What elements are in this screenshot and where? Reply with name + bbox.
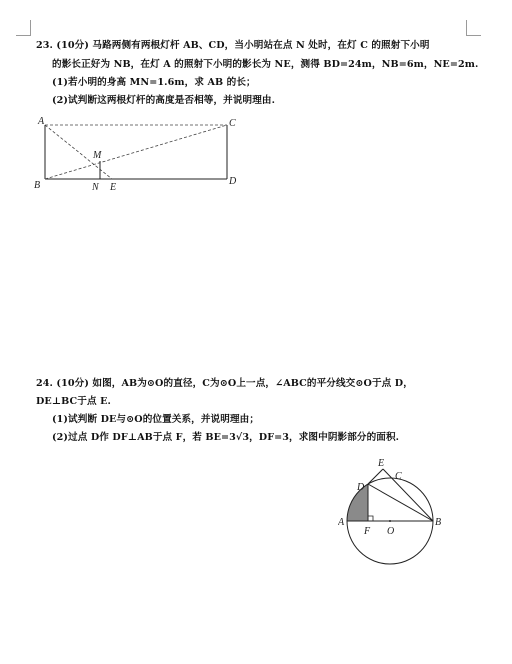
right-angle-f bbox=[368, 516, 373, 521]
label-c: C bbox=[229, 118, 236, 129]
crop-mark-top-left bbox=[16, 35, 31, 36]
segment-be bbox=[383, 469, 433, 521]
q24-line-2: DE⊥BC于点 E. bbox=[36, 396, 111, 407]
crop-mark-top-right bbox=[466, 20, 467, 36]
q23-line-2: 的影长正好为 NB，在灯 A 的照射下小明的影长为 NE，测得 BD=24m，NB=6m，NE=2m. bbox=[52, 59, 479, 70]
dashed-a-to-e bbox=[45, 125, 112, 179]
center-dot-o bbox=[389, 520, 391, 522]
label-b: B bbox=[34, 180, 41, 191]
q23-part-1: (1)若小明的身高 MN=1.6m，求 AB 的长； bbox=[52, 77, 256, 88]
crop-mark-top-right bbox=[466, 35, 481, 36]
label-a: A bbox=[38, 116, 45, 127]
segment-de bbox=[368, 469, 383, 484]
q24-figure bbox=[338, 455, 450, 570]
label-f: F bbox=[364, 526, 371, 537]
q24-part-1: (1)试判断 DE与⊙O的位置关系，并说明理由； bbox=[52, 414, 260, 425]
label-e: E bbox=[110, 182, 117, 193]
dashed-b-to-c bbox=[45, 125, 227, 179]
q23-line-1: 23. (10分) 马路两侧有两根灯杆 AB、CD，当小明站在点 N 处时，在灯 C 的照射下小明 bbox=[36, 40, 430, 51]
label-m: M bbox=[93, 150, 102, 161]
label-o: O bbox=[387, 526, 395, 537]
q23-figure bbox=[30, 112, 250, 196]
circle-geometry-diagram bbox=[338, 455, 450, 570]
label-b: B bbox=[435, 517, 442, 528]
label-d: D bbox=[357, 482, 365, 493]
q24-line-1: 24. (10分) 如图，AB为⊙O的直径，C为⊙O上一点，∠ABC的平分线交⊙O于点 D， bbox=[36, 378, 413, 389]
label-a: A bbox=[338, 517, 345, 528]
lamp-posts-diagram bbox=[30, 112, 250, 196]
crop-mark-top-left bbox=[30, 20, 31, 36]
label-c: C bbox=[395, 471, 402, 482]
label-d: D bbox=[229, 176, 237, 187]
q24-part-2: (2)过点 D作 DF⊥AB于点 F，若 BE=3√3，DF=3，求图中阴影部分的面积. bbox=[52, 432, 400, 443]
segment-db bbox=[368, 484, 433, 521]
q23-part-2: (2)试判断这两根灯杆的高度是否相等，并说明理由. bbox=[52, 95, 276, 106]
label-n: N bbox=[92, 182, 99, 193]
label-e: E bbox=[378, 458, 385, 469]
